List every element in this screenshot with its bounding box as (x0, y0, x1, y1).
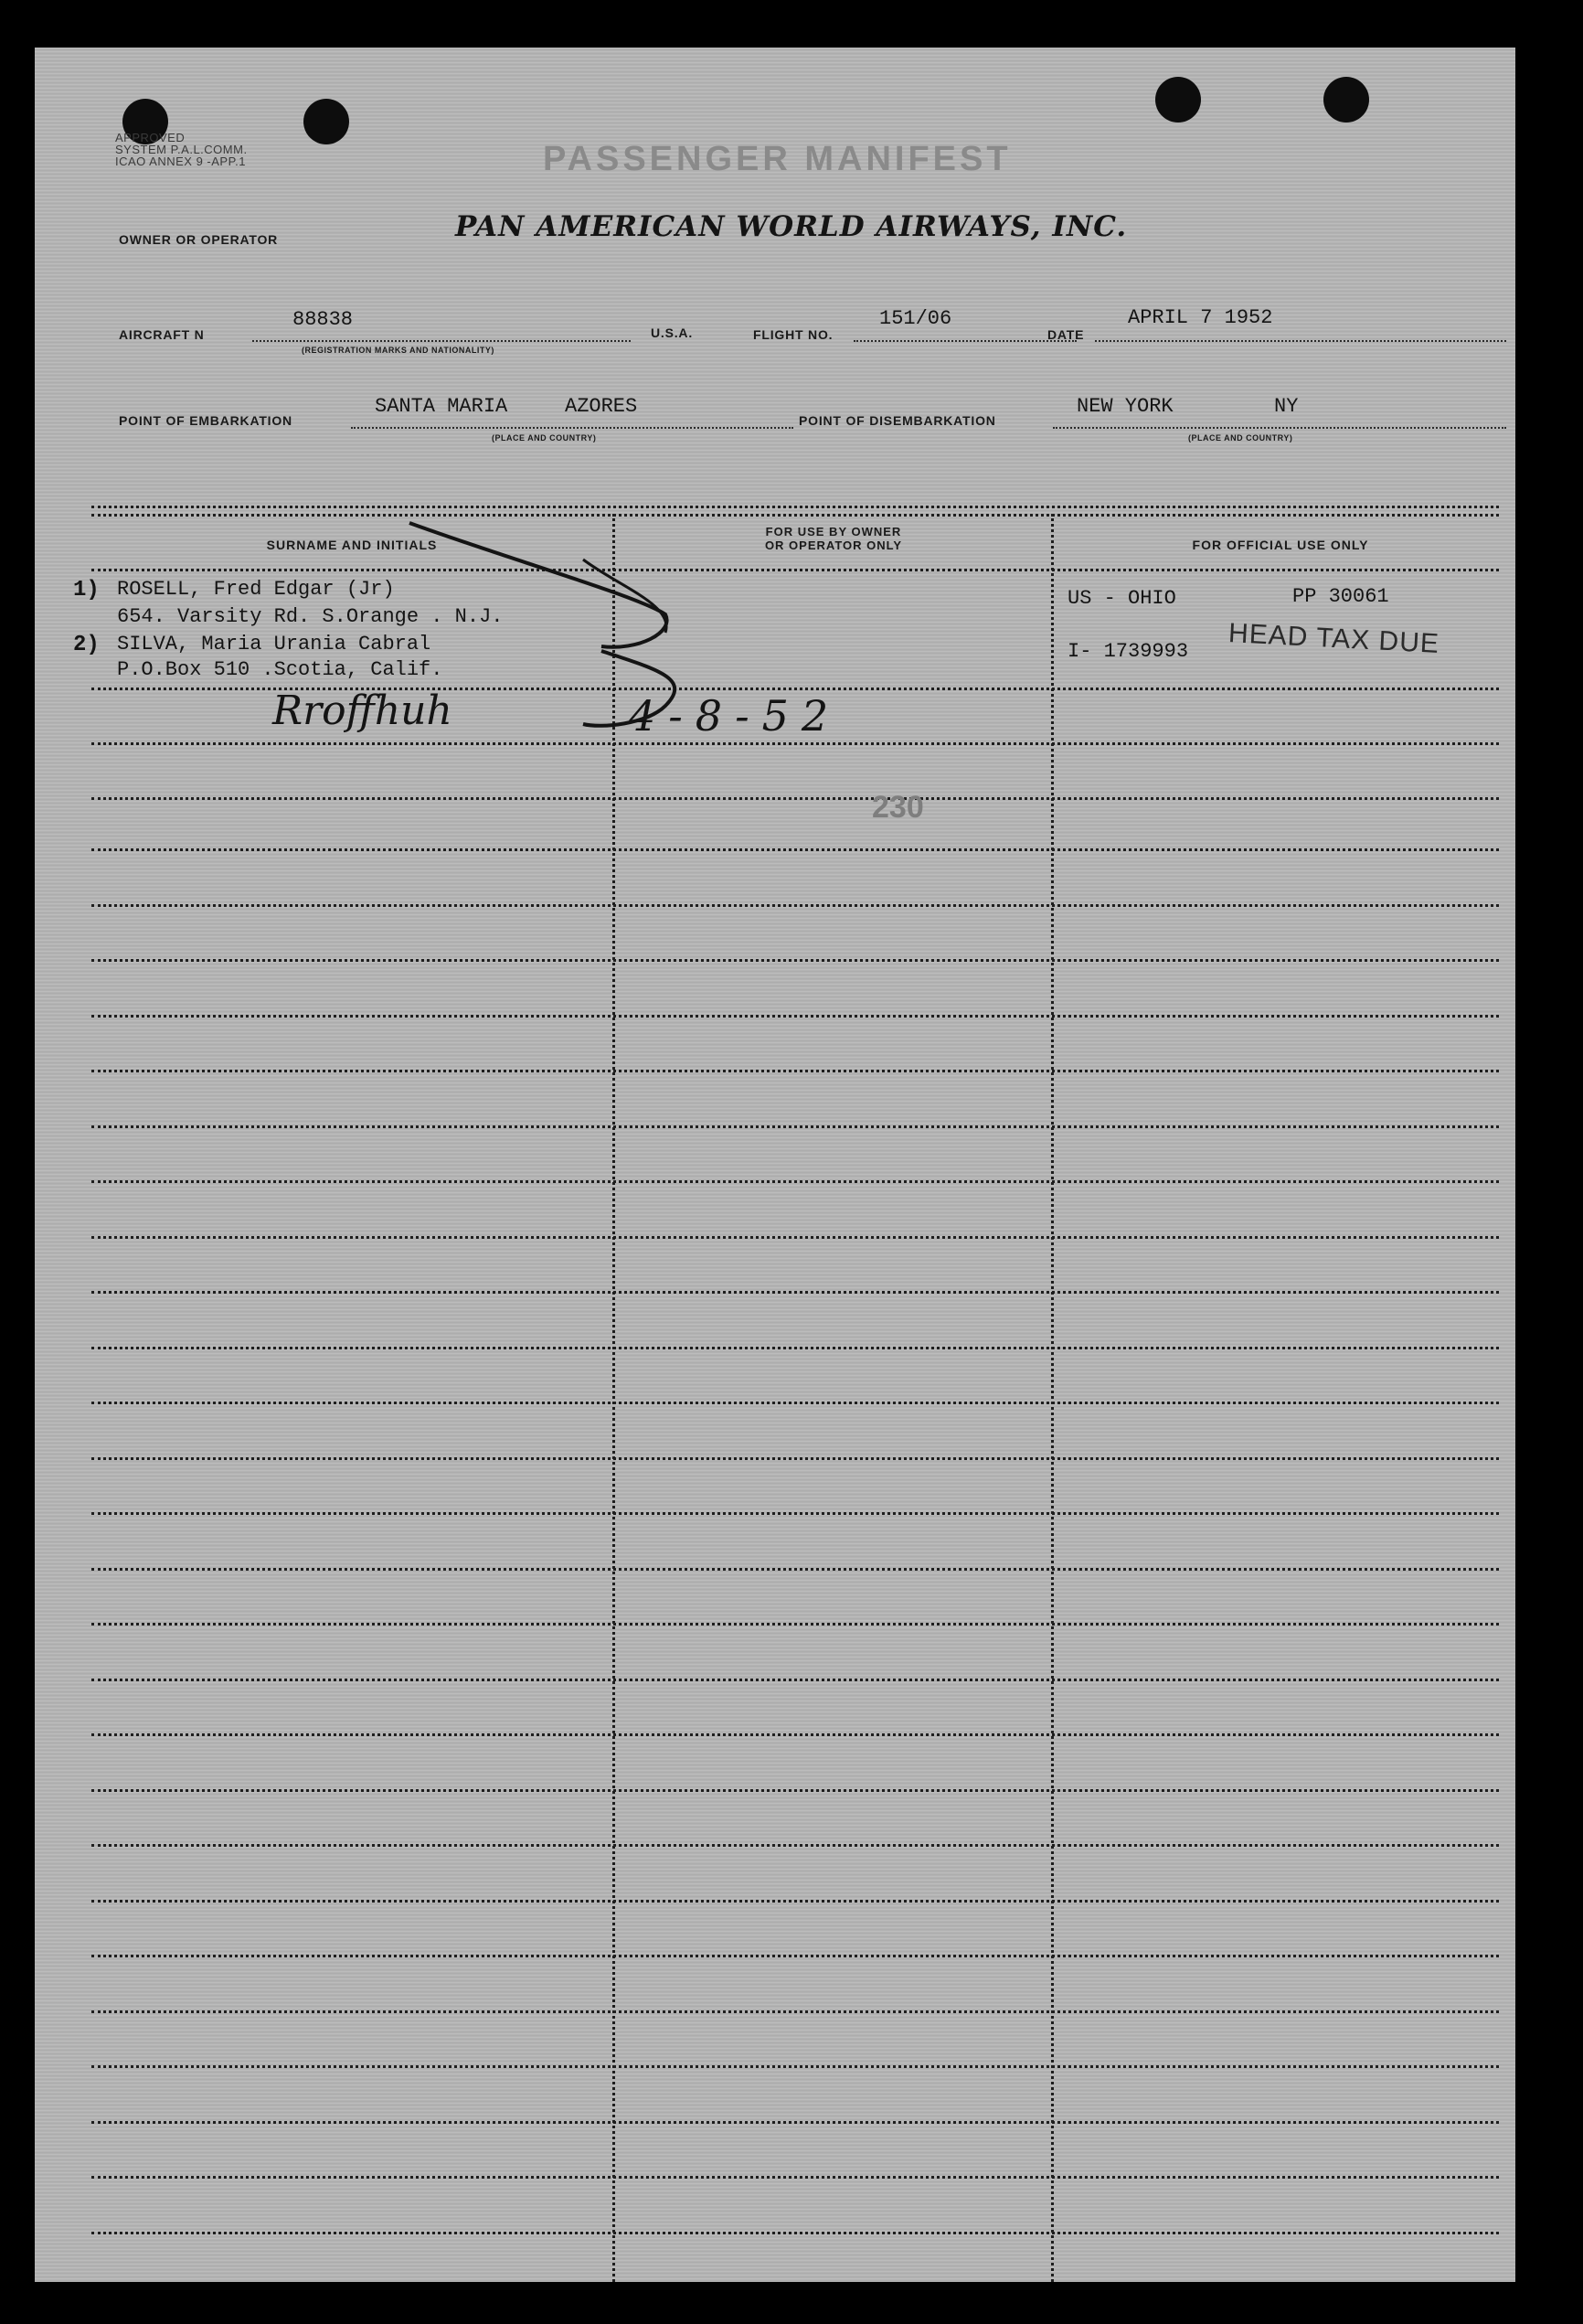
column-header-official: FOR OFFICIAL USE ONLY (1192, 538, 1369, 552)
pen-marks (35, 48, 1515, 2282)
aircraft-number: 88838 (292, 308, 354, 331)
passenger-number: 1) (73, 578, 100, 602)
flight-number: 151/06 (879, 307, 952, 330)
passenger-address: P.O.Box 510 .Scotia, Calif. (117, 658, 443, 681)
approval-note: APPROVED SYSTEM P.A.L.COMM. ICAO ANNEX 9 -APP.1 (115, 131, 248, 168)
disembarkation-place-caption: (PLACE AND COUNTRY) (1188, 433, 1293, 442)
disembarkation-country: NY (1274, 395, 1299, 418)
date-label: DATE (1047, 327, 1085, 342)
embarkation-place-caption: (PLACE AND COUNTRY) (492, 433, 597, 442)
embarkation-place: SANTA MARIA (375, 395, 508, 418)
flight-label: FLIGHT NO. (753, 327, 834, 342)
flight-date: APRIL 7 1952 (1128, 306, 1273, 329)
check-mark-stroke (409, 523, 667, 647)
official-entry: US - OHIO (1068, 587, 1176, 610)
passenger-name: SILVA, Maria Urania Cabral (117, 633, 431, 656)
embarkation-label: POINT OF EMBARKATION (119, 413, 292, 428)
passenger-number: 2) (73, 633, 100, 657)
signature: Rroffhuh (272, 688, 452, 734)
owner-label: OWNER OR OPERATOR (119, 232, 279, 247)
stamp-number: 230 (872, 790, 924, 825)
disembarkation-label: POINT OF DISEMBARKATION (799, 413, 996, 428)
document-title: PASSENGER MANIFEST (543, 140, 1012, 178)
passenger-name: ROSELL, Fred Edgar (Jr) (117, 578, 395, 601)
head-tax-stamp: HEAD TAX DUE (1227, 617, 1440, 660)
aircraft-label: AIRCRAFT N (119, 327, 205, 342)
nationality: U.S.A. (651, 325, 694, 340)
column-header-owner-use: FOR USE BY OWNER OR OPERATOR ONLY (764, 525, 903, 552)
operator-name: PAN AMERICAN WORLD AIRWAYS, INC. (455, 210, 1128, 243)
column-header-surname: SURNAME AND INITIALS (266, 538, 438, 552)
manifest-sheet (35, 48, 1515, 2282)
handwritten-date: 4-8-52 (629, 691, 842, 741)
registration-caption: (REGISTRATION MARKS AND NATIONALITY) (302, 346, 494, 355)
passenger-address: 654. Varsity Rd. S.Orange . N.J. (117, 605, 504, 628)
official-entry: I- 1739993 (1068, 640, 1189, 663)
embarkation-country: AZORES (565, 395, 638, 418)
disembarkation-place: NEW YORK (1077, 395, 1174, 418)
official-entry: PP 30061 (1292, 585, 1389, 608)
